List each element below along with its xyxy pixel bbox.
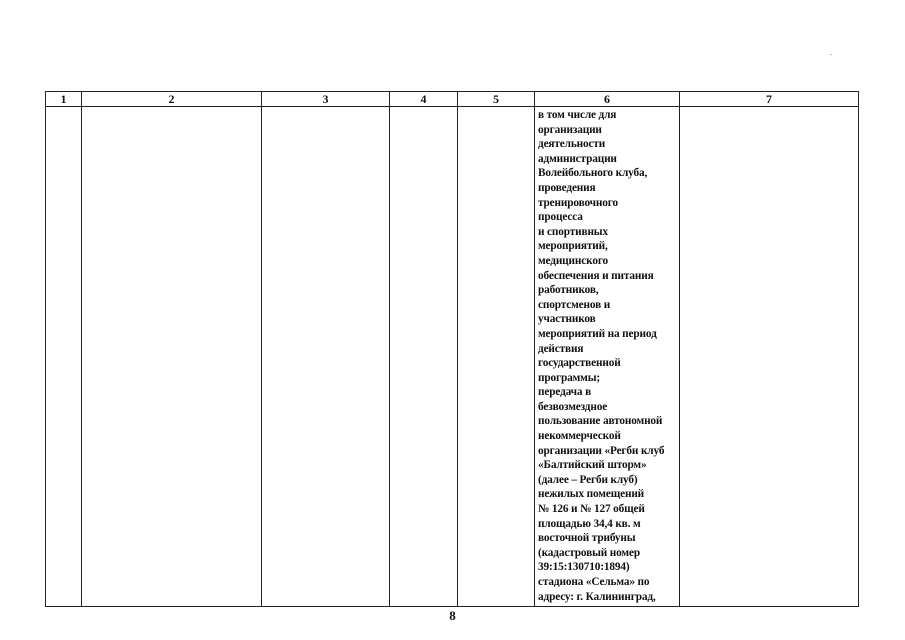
text-line: передача в <box>538 386 592 399</box>
column-header-6: 6 <box>535 92 680 107</box>
text-line: «Балтийский шторм» <box>538 459 647 472</box>
text-line: спортсменов и <box>538 298 611 311</box>
text-line: проведения <box>538 181 596 194</box>
text-line: (кадастровый номер <box>538 546 640 559</box>
column-header-2: 2 <box>82 92 262 107</box>
text-line: (далее – Регби клуб) <box>538 473 638 486</box>
text-line: площадью 34,4 кв. м <box>538 517 641 530</box>
text-line: организации «Регби клуб <box>538 444 665 457</box>
text-line: процесса <box>538 211 583 224</box>
cell-col-2 <box>82 107 262 607</box>
text-line: администрации <box>538 152 617 165</box>
text-line: стадиона «Сельма» по <box>538 576 650 588</box>
text-line: мероприятий, <box>538 240 608 253</box>
column-header-7: 7 <box>680 92 859 107</box>
text-line: некоммерческой <box>538 430 621 443</box>
text-line: обеспечения и питания <box>538 269 654 282</box>
header-row <box>46 92 859 107</box>
cell-col-3 <box>262 107 390 607</box>
text-line: и спортивных <box>538 225 608 238</box>
text-line: восточной трибуны <box>538 532 636 545</box>
text-line: действия <box>538 342 584 355</box>
column-header-4: 4 <box>390 92 458 107</box>
column-header-1: 1 <box>46 92 82 107</box>
text-line: адресу: г. Калининград, <box>538 590 656 603</box>
text-line: организации <box>538 123 602 136</box>
text-line: государственной <box>538 357 621 370</box>
column-header-5: 5 <box>458 92 535 107</box>
cell-col-4 <box>390 107 458 607</box>
text-line: медицинского <box>538 254 609 267</box>
text-line: безвозмездное <box>538 400 608 413</box>
text-line: мероприятий на период <box>538 327 657 340</box>
text-line: нежилых помещений <box>538 488 645 501</box>
text-line: тренировочного <box>538 196 618 209</box>
table-row <box>46 107 859 607</box>
text-line: работников, <box>538 284 599 297</box>
data-table <box>45 91 859 607</box>
text-line: пользование автономной <box>538 415 663 428</box>
text-line: Волейбольного клуба, <box>538 167 648 180</box>
text-line: № 126 и № 127 общей <box>538 503 645 516</box>
text-line: участников <box>538 313 596 326</box>
text-line: программы; <box>538 371 600 384</box>
column-header-3: 3 <box>262 92 390 107</box>
cell-col-5 <box>458 107 535 607</box>
page-number: 8 <box>449 608 456 623</box>
scan-speck <box>830 54 832 55</box>
text-line: деятельности <box>538 138 606 151</box>
cell-col-7 <box>680 107 859 607</box>
cell-col-6 <box>535 107 680 607</box>
text-line: 39:15:130710:1894) <box>538 561 630 574</box>
cell-col-1 <box>46 107 82 607</box>
text-line: в том числе для <box>538 109 617 121</box>
